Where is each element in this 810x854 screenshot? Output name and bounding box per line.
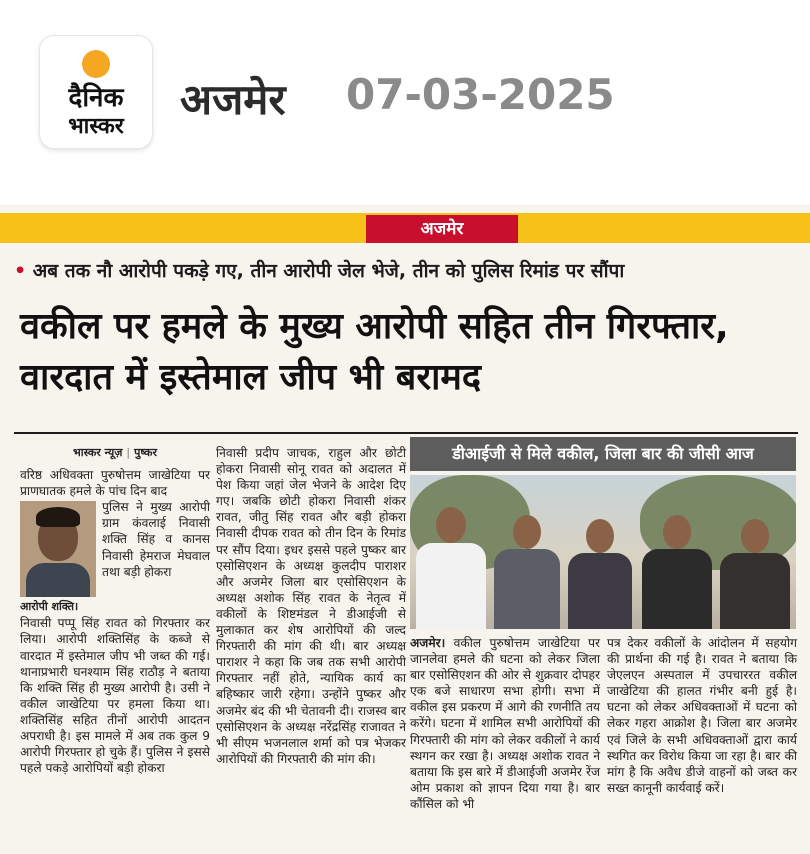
logo-text-line2: भास्कर <box>68 114 124 139</box>
divider <box>14 432 798 434</box>
newspaper-clipping <box>0 205 810 854</box>
sun-logo-icon <box>82 50 110 78</box>
lawyers-group-photo <box>410 475 796 629</box>
col2-text: निवासी प्रदीप जाचक, राहुल और छोटी होकरा निवासी सोनू रावत को अदालत में पेश किया जहां जेल भेजने के आदेश दिए गए। जबकि छोटी होकरा निवासी शंकर रावत, जीतु सिंह रावत और बड़ी होकरा निवासी दीपक रावत को तीन दिन के रिमांड पर सौंप दिया। इधर इससे पहले पुष्कर बार एसोसिएशन के अध्यक्ष कुलदीप पाराशर और अजमेर जिला बार एसोसिएशन के अध्यक्ष अशोक सिंह रावत के नेतृत्व में वकीलों के शिष्टमंडल ने डीआईजी से मुलाकात कर शेष आरोपियों की जल्द गिरफ्तारी की मांग की थी। बार अध्यक्ष पाराशर ने कहा कि जब तक सभी आरोपी गिरफ्तार नहीं होते, न्यायिक कार्य का बहिष्कार जारी रहेगा। उन्होंने पुष्कर और अजमेर बंद की भी चेतावनी दी। राजस्व बार एसोसिएशन के अध्यक्ष नरेंद्रसिंह राजावत ने भी सीएम भजनलाल शर्मा को पत्र भेजकर आरोपियों की गिरफ्तारी की मांग की। <box>216 446 406 766</box>
section-tag: अजमेर <box>366 215 518 243</box>
photo-person <box>494 505 560 629</box>
photo-person-head <box>663 515 691 549</box>
col4-text: पत्र देकर वकीलों के आंदोलन में सहयोग की प्रार्थना की गई है। रावत ने बताया कि जेएलएन अस्पताल में उपचाररत वकील जाखेटिया की हालत गंभीर बनी हुई है। घटना को लेकर अधिवक्ताओं में घटना को लेकर गहरा आक्रोश है। जिला बार अजमेर एवं जिले के सभी अधिवक्ताओं द्वारा कार्य स्थगित कर विरोध किया जा रहा है। बार की मांग है कि अवैध डीजे वाहनों को जब्त कर सख्त कानूनी कार्यवाई करें। <box>607 636 797 795</box>
photo-box-title: डीआईजी से मिले वकील, जिला बार की जीसी आज <box>410 437 796 471</box>
column-3 <box>410 635 600 812</box>
logo-text-line1: दैनिक <box>68 83 124 113</box>
photo-person-head <box>741 519 769 553</box>
headline: वकील पर हमले के मुख्य आरोपी सहित तीन गिरफ्तार, वारदात में इस्तेमाल जीप भी बरामद <box>20 306 729 398</box>
photo-person-body <box>642 549 712 629</box>
photo-person-body <box>416 543 486 629</box>
photo-caption: आरोपी शक्ति। <box>20 600 79 614</box>
column-1 <box>20 445 210 776</box>
col3-text: वकील पुरुषोत्तम जाखेटिया पर जानलेवा हमले की घटना को लेकर जिला बार एसोसिएशन की ओर से शुक्रवार दोपहर एक बजे साधारण सभा होगी। सभा में वकील इस प्रकरण में आगे की रणनीति तय करेंगे। घटना में शामिल सभी आरोपियों की गिरफ्तारी की मांग को लेकर वकीलों ने कार्य स्थगन कर रखा है। अध्यक्ष अशोक रावत ने बताया कि इस बारे में डीआईजी अजमेर रेंज ओम प्रकाश को ज्ञापन दिया गया है। बार कौंसिल को भी <box>410 636 601 811</box>
photo-person-head <box>436 507 466 543</box>
photo-person-head <box>586 519 614 553</box>
photo-person-head <box>513 515 541 549</box>
byline <box>20 445 210 461</box>
column-2 <box>216 445 406 767</box>
photo-hair-shape <box>36 507 80 527</box>
col1-beside-photo: पुलिस ने मुख्य आरोपी ग्राम कंवलाई निवासी शक्ति सिंह व कानस निवासी हेमराज मेघवाल तथा बड़ी होकरा <box>102 500 210 579</box>
photo-person <box>720 509 790 629</box>
photo-person-body <box>720 553 790 629</box>
col1-rest: निवासी पप्पू सिंह रावत को गिरफ्तार कर लिया। आरोपी शक्तिसिंह के कब्जे से वारदात में इस्तेमाल जीप भी जब्त की गई। थानाप्रभारी घनश्याम सिंह राठौड़ ने बताया कि शक्ति सिंह ही मुख्य आरोपी है। उसी ने वकील जाखेटिया पर हमला किया था। शक्तिसिंह सहित तीनों आरोपी आदतन अपराधी है। इस मामले में अब तक कुल 9 आरोपी गिरफ्तार हो चुके हैं। पुलिस ने इससे पहले पकड़े आरोपियों बड़ी होकरा <box>20 616 210 776</box>
byline-source: भास्कर न्यूज़ <box>73 446 123 459</box>
city-title: अजमेर <box>180 75 286 124</box>
accused-photo <box>20 501 96 597</box>
dainik-bhaskar-logo <box>40 36 152 148</box>
kicker-text: अब तक नौ आरोपी पकड़े गए, तीन आरोपी जेल भेजे, तीन को पुलिस रिमांड पर सौंपा <box>32 260 625 282</box>
photo-body-shape <box>26 563 90 597</box>
bullet-icon: • <box>14 260 33 282</box>
byline-separator: | <box>122 446 135 459</box>
col3-paragraph <box>410 635 600 812</box>
kicker <box>14 257 804 283</box>
page-header <box>0 0 810 205</box>
photo-person <box>568 509 632 629</box>
edition-date: 07-03-2025 <box>346 70 615 119</box>
photo-person-body <box>568 553 632 629</box>
col3-dateline: अजमेर। <box>410 636 446 650</box>
photo-person <box>642 505 712 629</box>
photo-person-body <box>494 549 560 629</box>
byline-place: पुष्कर <box>134 446 157 459</box>
column-4 <box>607 635 797 796</box>
col1-intro: वरिष्ठ अधिवक्ता पुरुषोत्तम जाखेटिया पर प्राणघातक हमले के पांच दिन बाद <box>20 468 210 499</box>
photo-person <box>416 499 486 629</box>
